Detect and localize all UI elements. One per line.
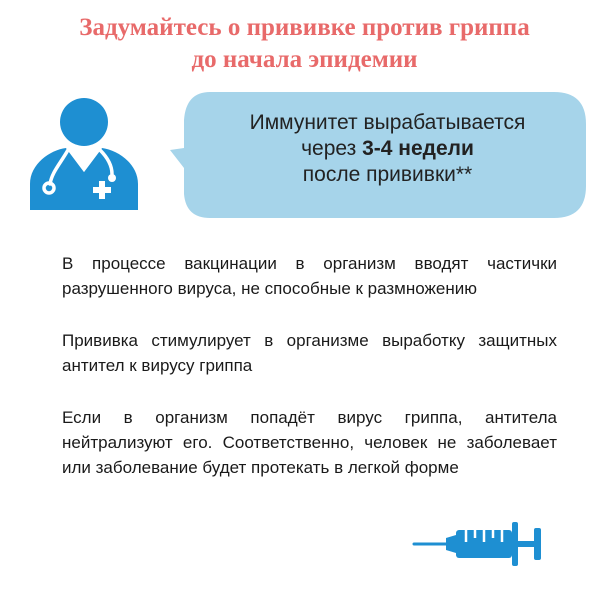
page-title xyxy=(0,12,609,76)
syringe-icon xyxy=(412,516,546,570)
bubble-line-1: Иммунитет вырабатывается xyxy=(249,111,526,134)
bubble-text xyxy=(200,110,575,188)
bubble-line-2-bold: 3-4 недели xyxy=(362,137,474,160)
paragraph-vaccination: В процессе вакцинации в организм вводят частички разрушенного вируса, не способные к размножению xyxy=(62,254,557,298)
paragraph-antibodies: Прививка стимулирует в организме выработку защитных антител к вирусу гриппа xyxy=(62,331,557,375)
paragraph-neutralize: Если в организм попадёт вирус гриппа, антитела нейтрализуют его. Соответственно, человек не заболевает или заболевание будет протекать в легкой форме xyxy=(62,408,557,477)
doctor-icon xyxy=(22,92,152,210)
bubble-line-2-prefix: через xyxy=(301,137,363,160)
title-line-2: до начала эпидемии xyxy=(191,46,418,73)
title-line-1: Задумайтесь о прививке против гриппа xyxy=(79,14,530,41)
bubble-line-3: после прививки** xyxy=(302,163,473,186)
